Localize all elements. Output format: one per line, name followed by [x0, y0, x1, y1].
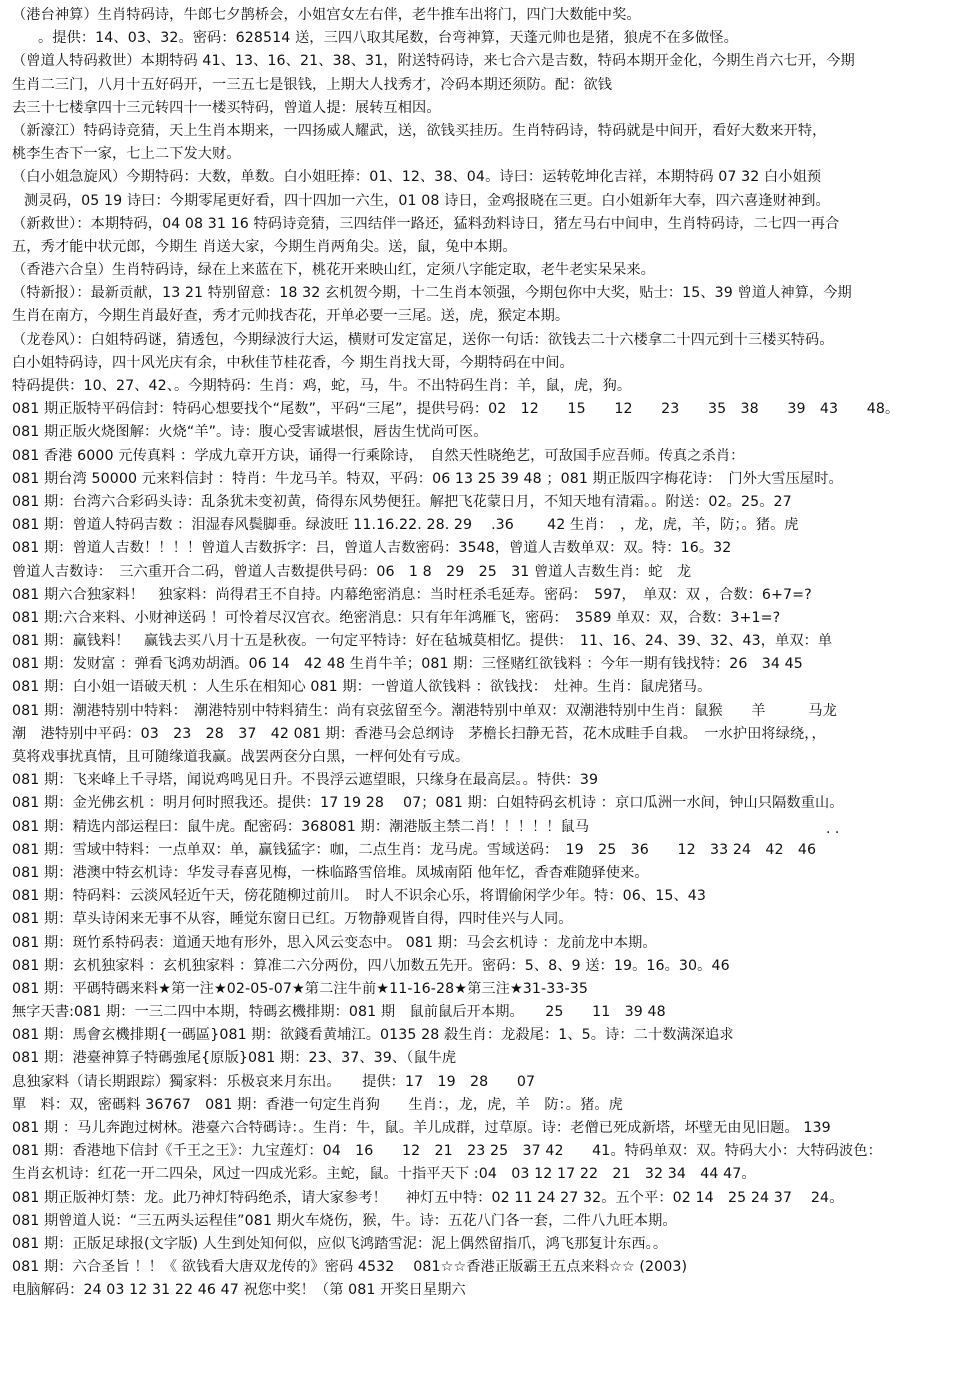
text-line: 测灵码，05 19 诗曰：今期零尾更好看，四十四加一六生，01 08 诗日，金鸡报晓在三更。白小姐新年大奉，四六喜逢财神到。: [24, 192, 830, 209]
text-line: 莫将戏事扰真情，且可随缘道我赢。战罢两奁分白黑，一枰何处有亏成。: [12, 749, 470, 765]
text-line: 081 期：台湾六合彩码头诗：乱条犹未变初黄，倚得东风势便狂。解把飞花蒙日月，不知天地有清霜。。附送：02。25。27: [12, 493, 792, 510]
text-line: 潮 港特别中平码：03 23 28 37 42 081 期：香港马会总纲诗 茅檐长扫静无苔，花木成畦手自栽。 一水护田将绿绕，，: [12, 725, 826, 742]
text-line: 白小姐特码诗，四十风光庆有余，中秋佳节桂花香，今 期生肖找大哥，今期特码在中间。: [12, 354, 574, 371]
text-line: 081 期 ：马儿奔跑过树林。港臺六合特碼诗：。生肖：牛，鼠。羊儿成群，过草原。诗：老僧已死成新塔，坏壁无由见旧题。 139: [12, 1120, 831, 1136]
text-line: 081 期：飞来峰上千寻塔，闻说鸡鸣见日升。不畏浮云遮望眼，只缘身在最高层。。特供：39: [12, 772, 599, 789]
text-line: 081 期曾道人说：“三五两头运程佳”081 期火车烧伤，猴，牛。诗：五花八门各一套，二件八九旺本期。: [12, 1212, 677, 1229]
stray-dots: · ·: [826, 825, 840, 841]
text-line: 081 期：赢钱料！ 赢钱去买八月十五是秋夜。一句定平特诗：好在毡城莫相忆。提供： 11、16、24、39、32、43，单双：单: [12, 633, 833, 650]
text-line: [12, 1326, 944, 1349]
text-line: 081 期：发财富 ：弹看飞鸿劝胡酒。06 14 42 48 生肖牛羊；081 期：三怪赌红欲钱料 ：今年一期有钱找特：26 34 45: [12, 656, 803, 673]
text-line: 081 期:六合来料、小财神送码 ！可怜着尽汉宫衣。绝密消息：只有年年鸿雁飞，密码： 3589 单双：双，合数：3+1=?: [12, 609, 781, 626]
text-line: 电脑解码：24 03 12 31 22 46 47 祝您中奖！（第 081 开奖日星期六: [12, 1282, 466, 1299]
text-line: 081 期：斑竹系特码表：道通天地有形外，思入风云变态中。 081 期：马会玄机诗 ：龙前龙中本期。: [12, 934, 657, 951]
text-line: 081 期：特码料：云淡风轻近午天，傍花随柳过前川。 时人不识余心乐，将谓偷闲学少年。特：06、15、43: [12, 888, 707, 905]
text-line: 曾道人吉数诗： 三六重开合二码，曾道人吉数提供号码：06 1 8 29 25 31 曾道人吉数生肖：蛇 龙: [12, 563, 692, 580]
text-line: （曾道人特码救世）本期特码 41、13、16、21、38、31，附送特码诗，来七合六是吉数，特码本期开金化，今期生肖六七开，今期: [12, 53, 855, 70]
text-line: 081 期：金光佛玄机 ：明月何时照我还。提供：17 19 28 07；081 期：白姐特码玄机诗 ：京口瓜洲一水间，钟山只隔数重山。: [12, 795, 844, 812]
text-line: 081 期六合独家料！ 独家料：尚得君王不自持。内幕绝密消息：当时枉杀毛延寿。密码： 597， 单双：双 ，合数：6+7=?: [12, 586, 812, 603]
text-line: 081 期：香港地下信封《千王之王》：九宝莲灯：04 16 12 21 23 25 37 42 41。特码单双：双。特码大小：大特码波色：: [12, 1143, 882, 1160]
text-line: 無字天書:081 期：一三二四中本期，特碼玄機排期：081 期 鼠前鼠后开本期。 25 11 39 48: [12, 1004, 666, 1021]
text-line: 桃李生杏下一家，七上二下发大财。: [12, 146, 241, 163]
text-line: （新救世）：本期特码，04 08 31 16 特码诗竞猜，三四结伴一路还，猛料劲料诗日，猪左马右中间申，生肖特码诗，二七四一再合: [12, 215, 840, 232]
text-line: 息独家料（请长期跟踪）獨家料：乐极哀来月东出。 提供：17 19 28 07: [12, 1073, 536, 1090]
text-line: 081 期正版神灯禁：龙。此乃神灯特码绝杀，请大家参考！ 神灯五中特：02 11 24 27 32。五个平：02 14 25 24 37 24。: [12, 1189, 844, 1206]
text-line: [12, 1303, 944, 1326]
text-line: 081 期：港臺神算子特碼強尾{原版}081 期：23、37、39、（鼠牛虎: [12, 1050, 457, 1067]
text-line: （香港六合皇）生肖特码诗，绿在上来蓝在下，桃花开来映山红，定须八字能定取，老牛老实呆呆来。: [12, 262, 655, 279]
text-line: 081 期：雪域中特料：一点单双：单，赢钱猛字：咖，二点生肖：龙马虎。雪域送码： 19 25 36 12 33 24 42 46: [12, 841, 817, 858]
text-line: 081 期：馬會玄機排期{一碼區}081 期：欲錢看黄埔江。0135 28 殺生肖：龙殺尾：1、5。诗：二十数满深追求: [12, 1027, 734, 1044]
text-line: 081 期：精选内部运程曰：鼠牛虎。配密码：368081 期：潮港版主禁二肖！！！！！鼠马: [12, 818, 590, 835]
text-line: 單 料：双，密碼料 36767 081 期：香港一句定生肖狗 生肖：，龙，虎，羊 防：。猪。虎: [12, 1096, 623, 1113]
text-line: 081 期：潮港特别中特料： 潮港特别中特料猜生：尚有哀弦留至今。潮港特别中单双：双潮港特别中生肖：鼠猴 羊 马龙: [12, 702, 837, 719]
text-line: 081 期：正版足球报(文字版) 人生到处知何似，应似飞鸿踏雪泥：泥上偶然留指爪，鸿飞那复计东西。。: [12, 1235, 668, 1252]
text-line: （龙卷风）：白姐特码谜，猜透包，今期绿波行大运，横财可发定富足，送你一句话：欲钱去二十六楼拿二十四元到十三楼买特码。: [12, 331, 834, 348]
text-line: 。提供：14、03、32。密码：628514 送，三四八取其尾数，台弯神算，天蓬元帅也是猪，狼虎不在多做怪。: [38, 30, 738, 47]
text-line: 去三十七楼拿四十三元转四十一楼买特码，曾道人提：展转互相因。: [12, 99, 441, 116]
text-line: 081 期：玄机独家料 ：玄机独家料 ：算准二六分两份，四八加数五先开。密码：5、8、9 送：19。16。30。46: [12, 957, 730, 974]
text-line: 生肖二三门，八月十五好码开，一三五七是银钱，上期大人找秀才，冷码本期还须防。配：欲钱: [12, 76, 613, 93]
text-line: 五，秀才能中状元郎，今期生 肖送大家，今期生肖两角尖。送，鼠，兔中本期。: [12, 238, 517, 255]
text-line: 生肖玄机诗：红花一开二四朵，风过一四成光彩。主蛇，鼠。十指平天下 :04 03 12 17 22 21 32 34 44 47。: [12, 1166, 756, 1183]
text-line: 081 期台湾 50000 元来料信封 ：特肖：牛龙马羊。特双，平码：06 13 25 39 48 ；081 期正版四字梅花诗： 门外大雪压屋时。: [12, 470, 843, 487]
text-line: （港台神算）生肖特码诗，牛郎七夕鹊桥会，小姐宫女左右伴，老牛推车出将门，四门大数能中奖。: [12, 7, 641, 23]
text-line: 081 期：平碼特碼来料★第一注★02-05-07★第二注牛前★11-16-28★第三注★31-33-35: [12, 980, 588, 997]
text-line: （白小姐急旋风）今期特码：大数，单数。白小姐旺捧：01、12、38、04。诗曰：运转乾坤化吉祥，本期特码 07 32 白小姐预: [12, 169, 822, 186]
text-line: 特码提供：10、27、42、。今期特码：生肖：鸡，蛇，马，牛。不出特码生肖：羊，鼠，虎，狗。: [12, 378, 632, 394]
text-line: 081 期：六合圣旨 ！！《 欲钱看大唐双龙传的》密码 4532 081☆☆香港正版霸王五点来料☆☆ (2003): [12, 1259, 688, 1276]
text-line: （特新报）：最新贡献，13 21 特别留意：18 32 玄机贺今期，十二生肖本领强，今期包你中大奖，贴士：15、39 曾道人神算，今期: [12, 285, 852, 302]
text-line: 081 期：白小姐一语破天机 ：人生乐在相知心 081 期：一曾道人欲钱料 ：欲钱找： 灶神。生肖：鼠虎猪马。: [12, 679, 712, 696]
text-line: （新濠江）特码诗竞猜，天上生肖本期来，一四扬威人耀武，送，欲钱买挂历。生肖特码诗，特码就是中间开，看好大数来开特，: [12, 122, 827, 139]
text-line: 081 香港 6000 元传真料 ：学成九章开方诀，诵得一行乘除诗， 自然天性晓绝艺，可敌国手应吾师。传真之杀肖：: [12, 447, 745, 464]
text-line: 081 期：曾道人特码吉数 ：泪湿春风鬓脚垂。绿波旺 11.16.22. 28. 29 .36 42 生肖： ，龙，虎，羊，防；。猪。虎: [12, 517, 799, 534]
text-line: 081 期：曾道人吉数！！！！曾道人吉数拆字：吕，曾道人吉数密码：3548，曾道人吉数单双：双。特：16。32: [12, 540, 732, 557]
text-line: 081 期：草头诗闲来无事不从容，睡觉东窗日已红。万物静观皆自得，四时佳兴与人同。: [12, 911, 573, 928]
text-line: 081 期：港澳中特玄机诗：华发寻春喜见梅，一株临路雪倍堆。凤城南陌 他年忆，香杳难随驿使来。: [12, 864, 649, 881]
text-line: 081 期正版火烧图解：火烧“羊”。诗：腹心受害诚堪恨，唇齿生忧尚可医。: [12, 424, 488, 441]
text-line: 081 期正版特平码信封：特码心想要找个“尾数”，平码“三尾”，提供号码：02 12 15 12 23 35 38 39 43 48。: [12, 401, 900, 418]
text-line: 生肖在南方，今期生肖最好查，秀才元帅找杏花，开单必要一三尾。送，虎，猴定本期。: [12, 308, 570, 325]
